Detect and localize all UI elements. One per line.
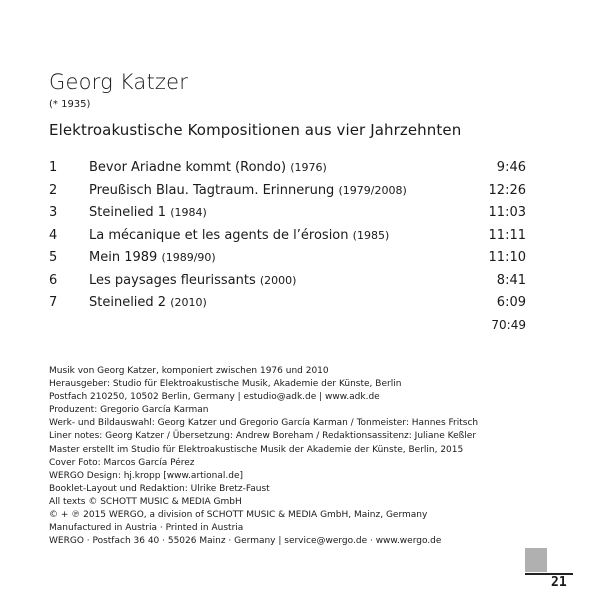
track-duration: 11:11 <box>488 227 526 243</box>
track-title: Mein 1989 (1989/90) <box>89 250 216 265</box>
track-row <box>49 228 526 251</box>
track-row <box>49 295 526 318</box>
track-year: (1984) <box>170 206 207 219</box>
track-duration: 8:41 <box>496 272 526 288</box>
credit-line: All texts © SCHOTT MUSIC & MEDIA GmbH <box>49 496 242 507</box>
credit-line: WERGO Design: hj.kropp [www.artional.de] <box>49 470 244 481</box>
track-year: (1985) <box>352 228 390 242</box>
track-duration: 11:03 <box>488 205 526 220</box>
credit-line: Liner notes: Georg Katzer / Übersetzung: Andrew Boreham / Redaktionsassitenz: Juliane Keßler <box>49 431 477 442</box>
track-row <box>49 183 526 206</box>
credit-line: Postfach 210250, 10502 Berlin, Germany | estudio@adk.de | www.adk.de <box>49 392 380 403</box>
track-number: 5 <box>49 250 58 265</box>
track-number: 6 <box>49 272 58 288</box>
track-duration: 9:46 <box>496 160 526 175</box>
track-title: La mécanique et les agents de l’érosion (1985) <box>89 227 390 243</box>
track-number: 4 <box>49 227 58 243</box>
total-duration: 70:49 <box>491 318 526 332</box>
track-number: 1 <box>49 160 58 175</box>
track-year: (1976) <box>290 161 327 174</box>
track-row <box>49 273 526 296</box>
track-title: Steinelied 2 (2010) <box>89 295 207 310</box>
track-title: Preußisch Blau. Tagtraum. Erinnerung (1979/2008) <box>89 182 407 198</box>
track-number: 3 <box>49 205 58 220</box>
track-row <box>49 205 526 228</box>
track-title: Bevor Ariadne kommt (Rondo) (1976) <box>89 160 327 175</box>
composer-dates: (* 1935) <box>49 99 91 110</box>
track-number: 2 <box>49 182 58 198</box>
album-title: Elektroakustische Kompositionen aus vier Jahrzehnten <box>49 121 462 139</box>
credit-line: Produzent: Gregorio García Karman <box>49 405 209 416</box>
credit-line: Master erstellt im Studio für Elektroakustische Musik der Akademie der Künste, Berlin, 2015 <box>49 444 464 455</box>
composer-name: Georg Katzer <box>49 70 189 94</box>
track-year: (2000) <box>259 273 297 287</box>
track-duration: 6:09 <box>496 295 526 310</box>
credit-line: WERGO · Postfach 36 40 · 55026 Mainz · Germany | service@wergo.de · www.wergo.de <box>49 536 442 547</box>
credit-line: Cover Foto: Marcos García Pérez <box>49 457 195 468</box>
page-marker-block <box>525 548 547 572</box>
track-row <box>49 250 526 273</box>
track-title: Les paysages fleurissants (2000) <box>89 272 297 288</box>
track-year: (2010) <box>170 296 207 309</box>
credits-block <box>49 365 478 548</box>
track-title: Steinelied 1 (1984) <box>89 205 207 220</box>
track-duration: 12:26 <box>488 182 526 198</box>
credit-line: Booklet-Layout und Redaktion: Ulrike Bretz-Faust <box>49 483 270 494</box>
track-year: (1979/2008) <box>338 183 407 197</box>
track-duration: 11:10 <box>488 250 526 265</box>
credit-line: Herausgeber: Studio für Elektroakustische Musik, Akademie der Künste, Berlin <box>49 379 402 390</box>
credit-line: Manufactured in Austria · Printed in Austria <box>49 523 244 534</box>
track-row <box>49 160 526 183</box>
credit-line: Musik von Georg Katzer, komponiert zwischen 1976 und 2010 <box>49 366 329 376</box>
credit-line: © + ℗ 2015 WERGO, a division of SCHOTT MUSIC & MEDIA GmbH, Mainz, Germany <box>49 510 428 521</box>
page-number: 21 <box>551 575 567 590</box>
credit-line: Werk- und Bildauswahl: Georg Katzer und Gregorio García Karman / Tonmeister: Hannes Fritsch <box>49 418 479 429</box>
track-list <box>49 160 526 318</box>
track-number: 7 <box>49 295 58 310</box>
track-year: (1989/90) <box>161 251 216 264</box>
